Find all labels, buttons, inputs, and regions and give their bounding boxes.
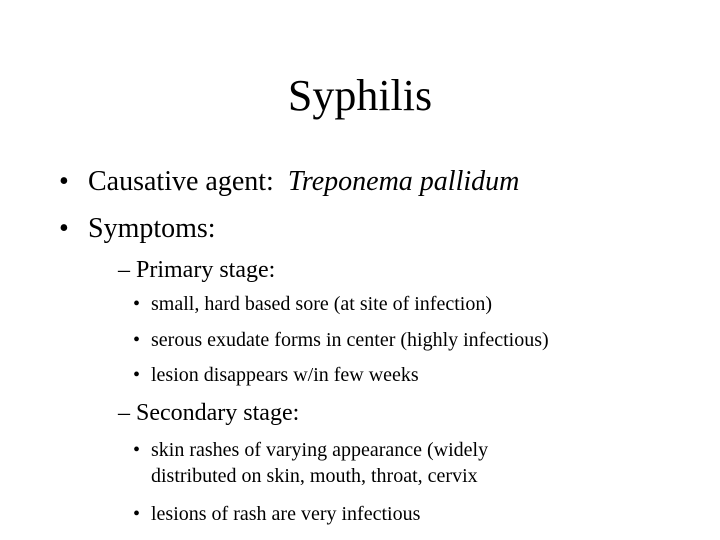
primary-stage-heading: – Primary stage:	[118, 257, 276, 283]
bullet-marker: •	[133, 364, 141, 386]
symptoms-label: Symptoms:	[88, 213, 216, 244]
causative-agent-value: Treponema pallidum	[287, 166, 520, 197]
bullet-marker: •	[59, 213, 69, 244]
bullet-marker: •	[133, 439, 141, 461]
bullet-marker: •	[133, 503, 141, 525]
bullet-marker: •	[59, 166, 69, 197]
secondary-stage-heading: – Secondary stage:	[118, 400, 300, 426]
slide: Syphilis • Causative agent: Treponema pallidum • Symptoms: – Primary stage: • small, hard based sore (at site of infection) • serous exudate forms in center (highly infectious) • lesion disappears w/in few weeks – Secondary stage: • skin rashes of varying appearance (widely distributed on skin, mouth, throat, cervix • lesions of rash are very infectious	[0, 0, 720, 540]
bullet-marker: •	[133, 293, 141, 315]
causative-agent-label: Causative agent:	[88, 166, 274, 197]
bullet-marker: •	[133, 329, 141, 351]
slide-title: Syphilis	[287, 71, 433, 120]
